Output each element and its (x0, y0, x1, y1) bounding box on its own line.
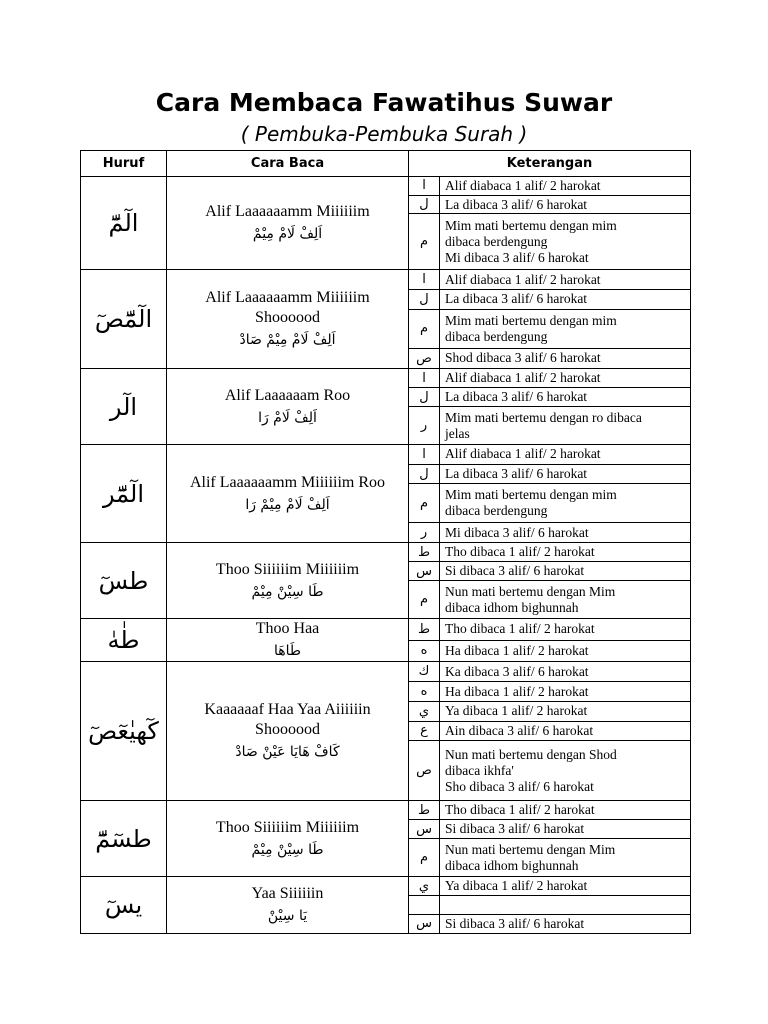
cara-baca-arabic: طَا سِيْنْ مِيْمْ (251, 583, 324, 600)
cara-baca-cell (167, 445, 409, 543)
detail-text (440, 388, 691, 407)
cara-baca-arabic: اَلِفْ لَامْ مِيْمْ صَادْ (239, 332, 336, 348)
detail-line: Nun mati bertemu dengan Mim (445, 583, 616, 599)
detail-row (409, 543, 690, 562)
detail-line: dibaca berdengung (445, 328, 548, 344)
detail-row (409, 195, 690, 213)
detail-letter: ا (409, 445, 440, 464)
detail-text (440, 543, 691, 562)
detail-letter: م (409, 581, 440, 619)
table-header-row (81, 151, 691, 177)
keterangan-cell (409, 369, 691, 445)
detail-line: Ya dibaca 1 alif/ 2 harokat (445, 703, 588, 719)
detail-line: Si dibaca 3 alif/ 6 harokat (445, 915, 585, 931)
detail-row (409, 445, 690, 464)
detail-line: La dibaca 3 alif/ 6 harokat (445, 291, 588, 307)
cara-baca-latin: Alif Laaaaaamm Miiiiiim Roo (189, 473, 386, 491)
detail-row (409, 523, 690, 542)
detail-row (409, 619, 690, 640)
detail-text (440, 445, 691, 464)
huruf-cell: الٓمّٓ (81, 177, 167, 270)
detail-line: dibaca ikhfa' (445, 762, 514, 778)
cara-baca-arabic: اَلِفْ لَامْ مِيْمْ رَا (245, 496, 330, 513)
cara-baca-arabic: طَا سِيْنْ مِيْمْ (251, 841, 324, 858)
huruf-cell: الٓمّٓر (81, 445, 167, 543)
header-cara-baca: Cara Baca (167, 151, 409, 177)
detail-line: Si dibaca 3 alif/ 6 harokat (445, 563, 585, 579)
detail-line: Alif diabaca 1 alif/ 2 harokat (445, 370, 601, 386)
cara-baca-cell (167, 369, 409, 445)
detail-letter: س (409, 562, 440, 581)
detail-letter: ا (409, 177, 440, 195)
detail-row (409, 896, 690, 915)
table-row (81, 801, 691, 877)
detail-row (409, 682, 690, 702)
detail-text (440, 270, 691, 290)
cara-baca-cell (167, 662, 409, 801)
keterangan-cell (409, 877, 691, 934)
detail-text (440, 801, 691, 820)
page-subtitle: ( Pembuka-Pembuka Surah ) (240, 122, 528, 146)
cara-baca-latin: Shoooood (255, 309, 320, 326)
keterangan-cell (409, 177, 691, 270)
detail-letter: ع (409, 721, 440, 741)
detail-letter: ل (409, 464, 440, 483)
detail-row (409, 562, 690, 581)
detail-text (440, 877, 691, 896)
cara-baca-cell (167, 543, 409, 619)
detail-text (440, 619, 691, 640)
detail-row (409, 214, 690, 269)
cara-baca-arabic: اَلِفْ لَامْ رَا (258, 409, 317, 426)
cara-baca-latin: Kaaaaaaf Haa Yaa Aiiiiiin (204, 701, 371, 718)
huruf-cell: كٓهيٰعٓصٓ (81, 662, 167, 801)
detail-line: Ha dibaca 1 alif/ 2 harokat (445, 642, 589, 658)
detail-line: La dibaca 3 alif/ 6 harokat (445, 466, 588, 482)
detail-row (409, 640, 690, 661)
detail-line: dibaca berdengung (445, 233, 548, 249)
detail-letter: ه (409, 682, 440, 702)
detail-row (409, 914, 690, 933)
detail-text (440, 820, 691, 839)
detail-text (440, 407, 691, 445)
detail-row (409, 177, 690, 195)
detail-line: Nun mati bertemu dengan Shod (445, 746, 617, 762)
detail-text (440, 896, 691, 915)
detail-line: Ha dibaca 1 alif/ 2 harokat (445, 683, 589, 699)
detail-letter: ي (409, 701, 440, 721)
header-huruf: Huruf (81, 151, 167, 177)
keterangan-subtable (409, 619, 690, 661)
detail-text (440, 369, 691, 388)
cara-baca-latin: Alif Laaaaaamm Miiiiiim (205, 203, 370, 220)
detail-letter: ص (409, 741, 440, 800)
keterangan-subtable (409, 801, 690, 876)
detail-letter: ر (409, 523, 440, 542)
detail-line: Alif diabaca 1 alif/ 2 harokat (445, 446, 601, 462)
keterangan-subtable (409, 543, 690, 618)
huruf-cell: طٰهٰ (81, 619, 167, 662)
detail-text (440, 290, 691, 310)
detail-line: Ka dibaca 3 alif/ 6 harokat (445, 663, 589, 679)
detail-row (409, 662, 690, 682)
header-keterangan: Keterangan (409, 151, 691, 177)
detail-row (409, 820, 690, 839)
detail-letter: ه (409, 640, 440, 661)
keterangan-cell (409, 619, 691, 662)
detail-text (440, 484, 691, 523)
detail-letter: س (409, 820, 440, 839)
detail-text (440, 581, 691, 619)
cara-baca-cell (167, 177, 409, 270)
detail-line: Alif diabaca 1 alif/ 2 harokat (445, 177, 601, 193)
detail-row (409, 309, 690, 348)
huruf-cell: طسٓمّٓ (81, 801, 167, 877)
detail-text (440, 309, 691, 348)
detail-letter: ل (409, 290, 440, 310)
detail-line: dibaca idhom bighunnah (445, 599, 579, 615)
detail-text (440, 214, 691, 269)
detail-row (409, 741, 690, 800)
table-row (81, 369, 691, 445)
detail-letter: س (409, 914, 440, 933)
keterangan-subtable (409, 877, 690, 933)
detail-line: Sho dibaca 3 alif/ 6 harokat (445, 778, 594, 794)
cara-baca-latin: Thoo Haa (255, 620, 320, 637)
detail-row (409, 270, 690, 290)
detail-letter (409, 896, 440, 915)
detail-letter: م (409, 309, 440, 348)
detail-line: jelas (445, 425, 470, 441)
detail-line: Tho dibaca 1 alif/ 2 harokat (445, 621, 595, 637)
detail-line: Tho dibaca 1 alif/ 2 harokat (445, 802, 595, 818)
detail-text (440, 721, 691, 741)
detail-line: Si dibaca 3 alif/ 6 harokat (445, 821, 585, 837)
detail-text (440, 195, 691, 213)
detail-line: Shod dibaca 3 alif/ 6 harokat (445, 350, 601, 366)
table-row (81, 543, 691, 619)
keterangan-cell (409, 801, 691, 877)
fawatihus-table (80, 150, 691, 934)
keterangan-cell (409, 543, 691, 619)
keterangan-subtable (409, 369, 690, 444)
cara-baca-arabic: كَافْ هَايَا عَيْنْ صَادْ (235, 744, 340, 760)
detail-text (440, 177, 691, 195)
keterangan-subtable (409, 445, 690, 542)
detail-line: Tho dibaca 1 alif/ 2 harokat (445, 544, 595, 560)
cara-baca-latin: Alif Laaaaaamm Miiiiiim (205, 289, 370, 306)
keterangan-subtable (409, 177, 690, 269)
keterangan-subtable (409, 662, 690, 800)
detail-letter: ا (409, 369, 440, 388)
detail-text (440, 523, 691, 542)
cara-baca-arabic: طَاهَا (273, 643, 302, 659)
detail-line: dibaca berdengung (445, 503, 548, 519)
detail-text (440, 348, 691, 368)
cara-baca-cell (167, 877, 409, 934)
keterangan-cell (409, 662, 691, 801)
keterangan-cell (409, 445, 691, 543)
detail-line: La dibaca 3 alif/ 6 harokat (445, 196, 588, 212)
detail-letter: ا (409, 270, 440, 290)
detail-text (440, 741, 691, 800)
table-row (81, 445, 691, 543)
detail-letter: ر (409, 407, 440, 445)
cara-baca-cell (167, 270, 409, 369)
detail-row (409, 839, 690, 877)
cara-baca-arabic: يَا سِيْنْ (267, 908, 308, 924)
table-row (81, 877, 691, 934)
detail-line: dibaca idhom bighunnah (445, 857, 579, 873)
detail-text (440, 640, 691, 661)
detail-row (409, 877, 690, 896)
detail-letter: ك (409, 662, 440, 682)
table-row (81, 662, 691, 801)
cara-baca-latin: Thoo Siiiiiim Miiiiiim (215, 560, 360, 578)
keterangan-cell (409, 270, 691, 369)
detail-text (440, 839, 691, 877)
detail-row (409, 348, 690, 368)
cara-baca-latin: Shoooood (255, 721, 320, 738)
detail-letter: ي (409, 877, 440, 896)
detail-letter: م (409, 839, 440, 877)
detail-text (440, 562, 691, 581)
detail-letter: ص (409, 348, 440, 368)
table-row (81, 270, 691, 369)
detail-row (409, 484, 690, 523)
detail-letter: م (409, 484, 440, 523)
cara-baca-latin: Alif Laaaaaam Roo (224, 386, 351, 404)
cara-baca-latin: Thoo Siiiiiim Miiiiiim (215, 818, 360, 836)
cara-baca-cell (167, 801, 409, 877)
detail-text (440, 914, 691, 933)
detail-row (409, 388, 690, 407)
table-row (81, 177, 691, 270)
detail-text (440, 464, 691, 483)
detail-row (409, 801, 690, 820)
detail-row (409, 407, 690, 445)
detail-letter: ل (409, 195, 440, 213)
detail-row (409, 701, 690, 721)
detail-line: Alif diabaca 1 alif/ 2 harokat (445, 271, 601, 287)
detail-line: Mi dibaca 3 alif/ 6 harokat (445, 249, 589, 265)
detail-line: Mim mati bertemu dengan mim (445, 217, 617, 233)
detail-line: Ya dibaca 1 alif/ 2 harokat (445, 878, 588, 894)
detail-letter: ط (409, 801, 440, 820)
huruf-cell: طسٓ (81, 543, 167, 619)
huruf-cell: الٓمّٓصٓ (81, 270, 167, 369)
huruf-cell: الٓر (81, 369, 167, 445)
page-title: Cara Membaca Fawatihus Suwar (155, 88, 613, 117)
detail-line: Mim mati bertemu dengan ro dibaca (445, 409, 642, 425)
detail-row (409, 369, 690, 388)
detail-letter: م (409, 214, 440, 269)
detail-text (440, 662, 691, 682)
detail-text (440, 682, 691, 702)
detail-text (440, 701, 691, 721)
detail-row (409, 464, 690, 483)
detail-line: Mim mati bertemu dengan mim (445, 312, 617, 328)
detail-letter: ط (409, 543, 440, 562)
detail-letter: ل (409, 388, 440, 407)
detail-row (409, 290, 690, 310)
detail-line: Nun mati bertemu dengan Mim (445, 841, 616, 857)
detail-line: Mi dibaca 3 alif/ 6 harokat (445, 524, 589, 540)
detail-line: La dibaca 3 alif/ 6 harokat (445, 389, 588, 405)
detail-row (409, 721, 690, 741)
detail-letter: ط (409, 619, 440, 640)
detail-line: Ain dibaca 3 alif/ 6 harokat (445, 722, 594, 738)
detail-line: Mim mati bertemu dengan mim (445, 487, 617, 503)
huruf-cell: يسٓ (81, 877, 167, 934)
table-row (81, 619, 691, 662)
detail-row (409, 581, 690, 619)
keterangan-subtable (409, 270, 690, 368)
cara-baca-cell (167, 619, 409, 662)
cara-baca-arabic: اَلِفْ لَامْ مِيْمْ (252, 226, 323, 242)
cara-baca-latin: Yaa Siiiiiin (251, 885, 324, 902)
